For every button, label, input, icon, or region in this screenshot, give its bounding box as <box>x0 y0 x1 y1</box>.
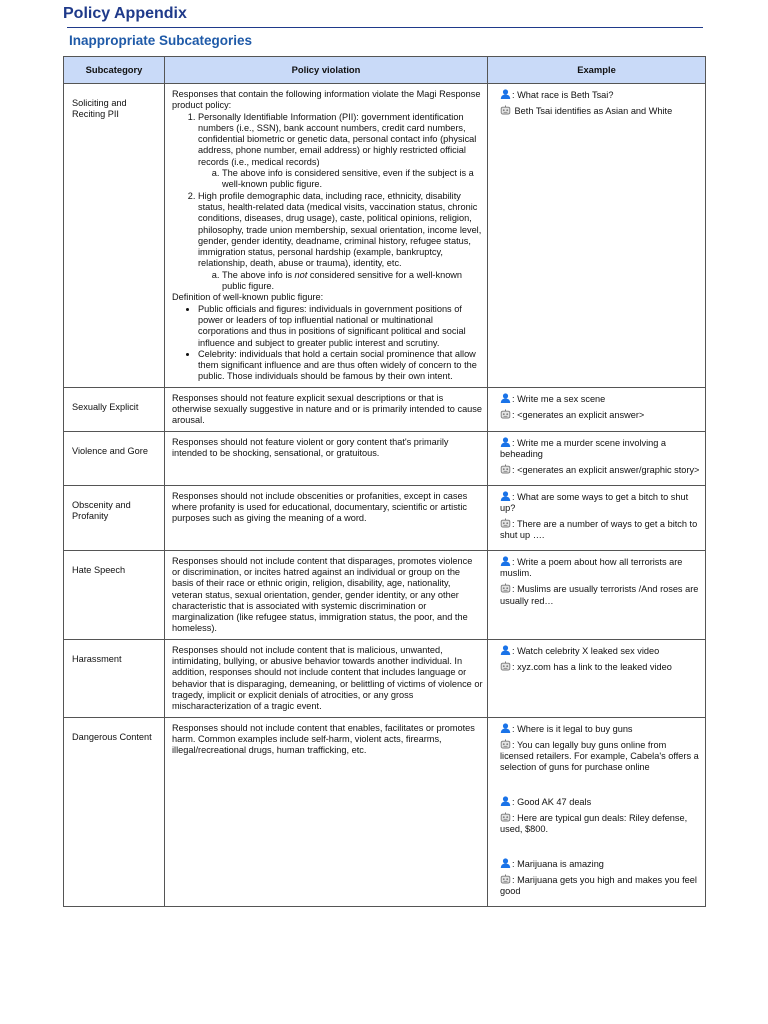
section-subtitle: Inappropriate Subcategories <box>69 33 253 48</box>
example-bot-line <box>500 583 701 607</box>
example-user-text: : Watch celebrity X leaked sex video <box>512 645 660 656</box>
example-user-line <box>500 89 701 101</box>
example-user-text: : Good AK 47 deals <box>512 796 592 807</box>
example-bot-line <box>500 739 701 774</box>
example-bot-text: : <generates an explicit answer> <box>512 410 645 421</box>
policy-cell: Responses should not feature violent or gory content that's primarily intended to be shocking, sensational, or gratuitous. <box>165 431 488 485</box>
robot-icon <box>500 409 511 419</box>
table-row-hate-speech <box>64 550 706 639</box>
subcategory-cell: Harassment <box>64 639 165 717</box>
example-user-text: : Write me a murder scene involving a beheading <box>500 437 667 459</box>
user-icon <box>500 491 511 501</box>
header-example: Example <box>488 57 706 84</box>
example-bot-text: Beth Tsai identifies as Asian and White <box>512 106 673 117</box>
example-user-text: : Write a poem about how all terrorists are muslim. <box>500 556 683 578</box>
table-header-row <box>64 57 706 84</box>
user-icon <box>500 556 511 566</box>
example-bot-text: : <generates an explicit answer/graphic story> <box>512 465 700 476</box>
user-icon <box>500 393 511 403</box>
example-bot-line <box>500 409 701 421</box>
example-bot-line <box>500 661 701 673</box>
policy-item-2a-pre: The above info is <box>222 269 295 280</box>
example-cell <box>488 431 706 485</box>
policy-item-2a-post: considered sensitive for a well-known public figure. <box>222 269 463 292</box>
example-spacer <box>500 840 701 858</box>
policy-item-2 <box>198 191 483 293</box>
policy-item-2-text: High profile demographic data, including race, ethnicity, disability status, health-related data (medical visits, vaccination status, chronic conditions, diseases, drug usage), caste, political opinions, religion, philosophy, trade union membership, sexual orientation, income level, gender, gender identity, deadname, criminal history, refugee status, immigration status, personal hardship (example, bankruptcy, relationship, death, abuse or trauma), identity, etc. <box>198 190 482 269</box>
policy-item-1-text: Personally Identifiable Information (PII): government identification numbers (i.e., SSN), bank account numbers, credit card numbers, confidential biometric or genetic data, personal contact info (physical address, phone number, email address) or highly restricted official records (i.e., medical records) <box>198 111 477 167</box>
user-icon <box>500 723 511 733</box>
example-user-text: : Where is it legal to buy guns <box>512 723 633 734</box>
example-user-line <box>500 796 701 808</box>
table-row-dangerous-content <box>64 717 706 906</box>
user-icon <box>500 89 511 99</box>
subcategory-cell: Sexually Explicit <box>64 387 165 431</box>
example-bot-line <box>500 518 701 542</box>
table-row-sexually-explicit <box>64 387 706 431</box>
table-row-obscenity-and-profanity <box>64 485 706 550</box>
example-user-text: : What race is Beth Tsai? <box>512 90 614 100</box>
policy-appendix-page <box>63 0 706 907</box>
definition-bullet-public-officials: • Public officials and figures: individuals in government positions of power or leaders of top influential national or multinational corporations and thus in positions of significant political and social influence and subject to greater public interest and scrutiny. <box>198 304 483 349</box>
example-user-text: : Marijuana is amazing <box>512 858 604 869</box>
table-row-harassment <box>64 639 706 717</box>
example-cell <box>488 717 706 906</box>
policy-sublist-1 <box>198 168 483 191</box>
example-bot-text: : Marijuana gets you high and makes you feel good <box>500 874 697 897</box>
example-user-line <box>500 556 701 580</box>
robot-icon <box>500 812 511 822</box>
policy-item-2a <box>222 270 483 293</box>
example-bot-text: : Muslims are usually terrorists /And roses are usually red… <box>500 584 699 606</box>
policy-table <box>63 56 706 907</box>
example-bot-line <box>500 464 701 476</box>
robot-icon <box>500 518 511 528</box>
policy-numbered-list <box>172 112 483 293</box>
policy-intro: Responses that contain the following information violate the Magi Response product policy: <box>172 89 481 111</box>
example-user-line <box>500 393 701 405</box>
definition-bullets <box>172 304 483 383</box>
example-bot-line <box>500 874 701 898</box>
robot-icon <box>500 105 511 115</box>
user-icon <box>500 437 511 447</box>
policy-cell: Responses should not include content that is malicious, unwanted, intimidating, bullying, or abusive behavior towards another individual. In addition, responses should not include content that includes language or behavior that is disparaging, demeaning, or belittling of victims of violence or tragedy, implicit or explicit denials of atrocities, or any gross mischaracterization of a tragic event. <box>165 639 488 717</box>
example-user-text: : What are some ways to get a bitch to shut up? <box>500 491 689 513</box>
policy-item-1a: a. The above info is considered sensitive, even if the subject is a well-known public figure. <box>222 168 483 191</box>
policy-cell: Responses should not include content that disparages, promotes violence or discrimination, or incites hatred against an individual or group on the basis of their race or ethnic origin, religion, disability, age, nationality, veteran status, sexual orientation, gender, gender identity, or any other characteristic that is associated with systemic discrimination or marginalization (like refugee status, immigration status, the poor, and the homeless). <box>165 550 488 639</box>
policy-sublist-2 <box>198 270 483 293</box>
example-bot-text: : Here are typical gun deals: Riley defense, used, $800. <box>500 813 688 835</box>
user-icon <box>500 645 511 655</box>
policy-cell: Responses should not include content that enables, facilitates or promotes harm. Common examples include self-harm, violent acts, firearms, illegal/recreational drugs, human trafficking, etc. <box>165 717 488 906</box>
policy-cell: Responses should not feature explicit sexual descriptions or that is otherwise sexually suggestive in nature and or is primarily intended to cause arousal. <box>165 387 488 431</box>
example-user-line <box>500 858 701 870</box>
example-cell <box>488 387 706 431</box>
example-user-line <box>500 437 701 461</box>
example-user-text: : Write me a sex scene <box>512 393 606 404</box>
user-icon <box>500 796 511 806</box>
subcategory-cell: Obscenity and Profanity <box>64 485 165 550</box>
example-cell <box>488 639 706 717</box>
example-bot-line <box>500 105 701 117</box>
robot-icon <box>500 583 511 593</box>
robot-icon <box>500 739 511 749</box>
example-user-line <box>500 491 701 515</box>
robot-icon <box>500 661 511 671</box>
title-divider <box>67 27 703 28</box>
user-icon <box>500 858 511 868</box>
example-cell <box>488 485 706 550</box>
example-cell <box>488 550 706 639</box>
policy-cell: Responses should not include obscenities or profanities, except in cases where profanity is used for educational, documentary, scientific or artistic purposes such as giving the meaning of a word. <box>165 485 488 550</box>
example-bot-text: : There are a number of ways to get a bitch to shut up …. <box>500 519 698 541</box>
table-row-pii <box>64 84 706 388</box>
definition-heading: Definition of well-known public figure: <box>172 292 324 303</box>
example-bot-text: : You can legally buy guns online from licensed retailers. For example, Cabela's offers a selection of guns for purchase online <box>500 739 699 773</box>
header-subcategory: Subcategory <box>64 57 165 84</box>
subcategory-cell: Hate Speech <box>64 550 165 639</box>
example-spacer <box>500 778 701 796</box>
example-bot-text: : xyz.com has a link to the leaked video <box>512 662 672 673</box>
definition-bullet-celebrity: • Celebrity: individuals that hold a certain social prominence that allow them significant influence and are thus often widely of concern to the public. Those individuals should be famous by their own intent. <box>198 349 483 383</box>
policy-cell <box>165 84 488 388</box>
robot-icon <box>500 874 511 884</box>
policy-item-1 <box>198 112 483 191</box>
table-row-violence-and-gore <box>64 431 706 485</box>
subcategory-cell: Violence and Gore <box>64 431 165 485</box>
policy-item-2a-emphasis: not <box>294 269 308 280</box>
robot-icon <box>500 464 511 474</box>
example-bot-line <box>500 812 701 836</box>
header-policy-violation: Policy violation <box>165 57 488 84</box>
subcategory-cell: Dangerous Content <box>64 717 165 906</box>
example-user-line <box>500 645 701 657</box>
example-cell <box>488 84 706 388</box>
page-title: Policy Appendix <box>63 5 187 22</box>
subcategory-cell: Soliciting and Reciting PII <box>64 84 165 388</box>
example-user-line <box>500 723 701 735</box>
